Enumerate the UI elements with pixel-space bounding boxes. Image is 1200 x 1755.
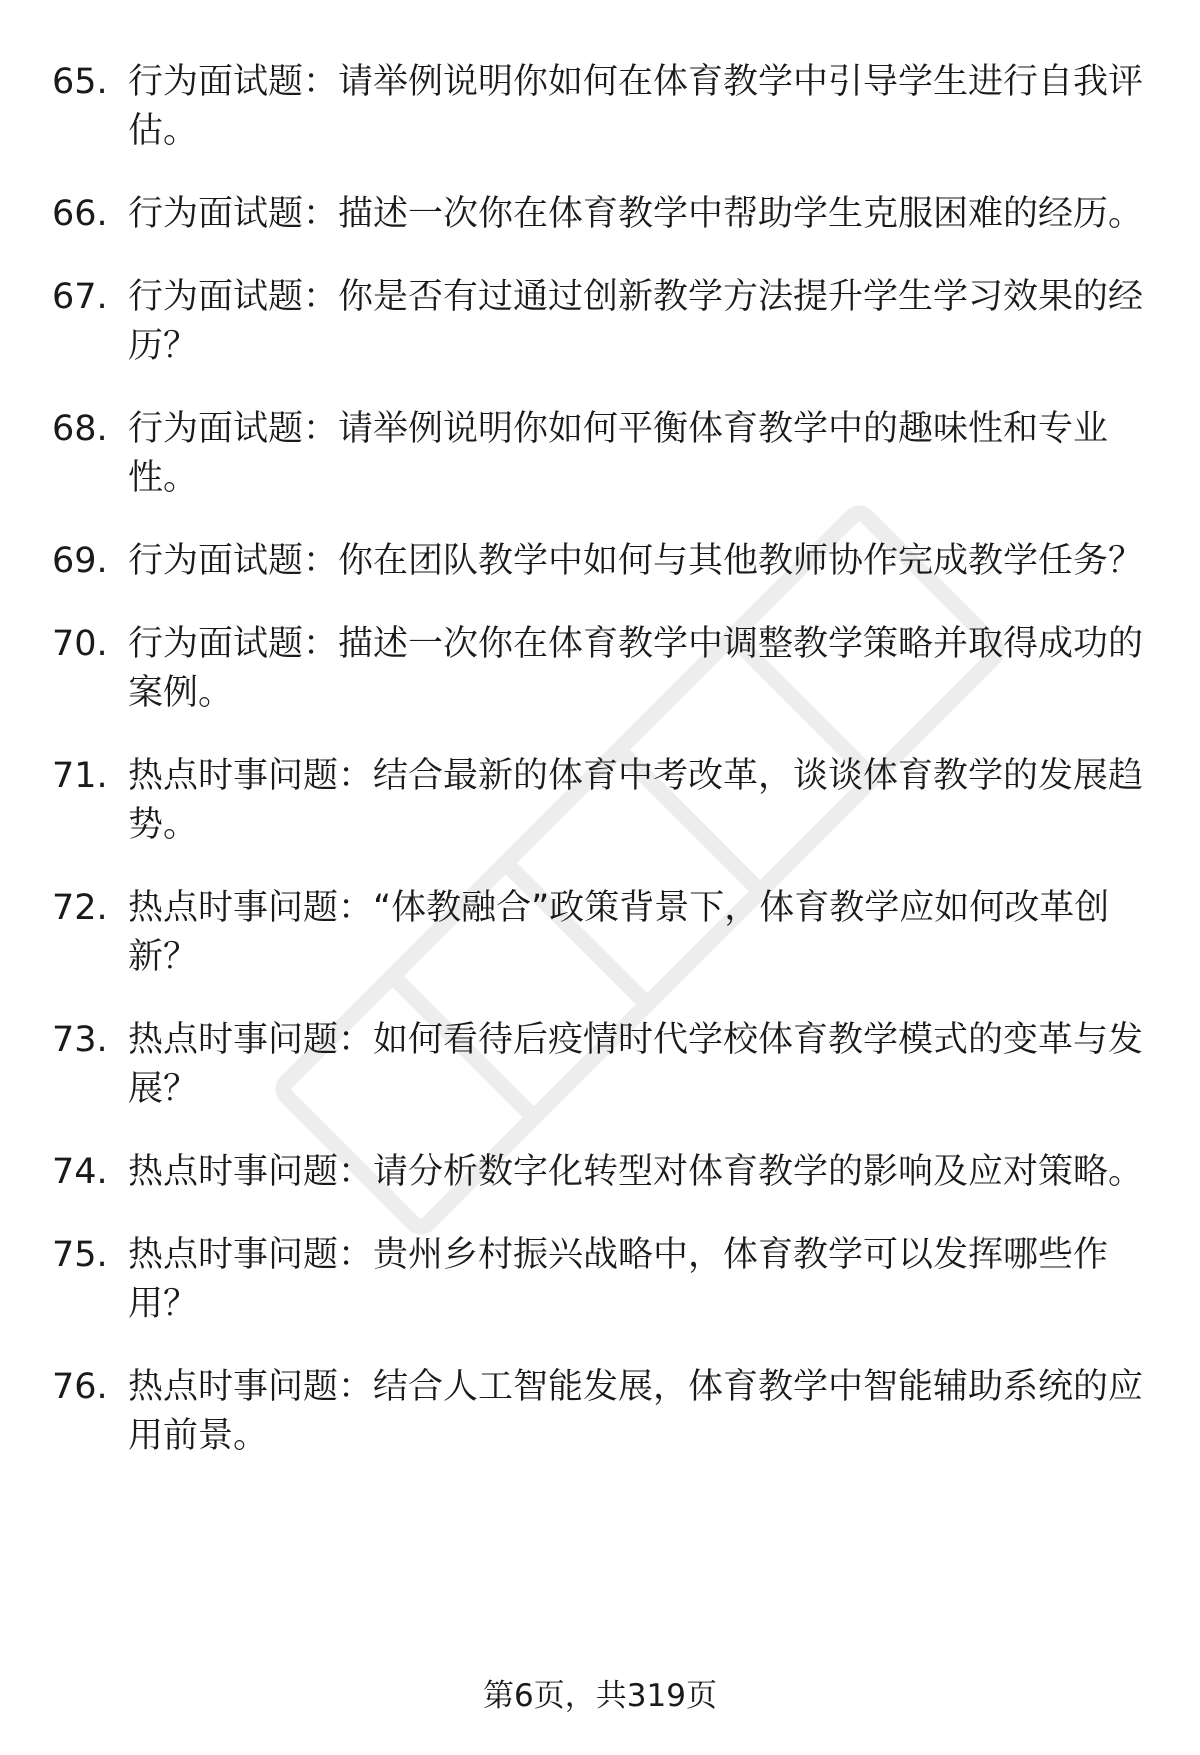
question-text: 行为面试题：你是否有过通过创新教学方法提升学生学习效果的经历？ <box>128 277 1144 366</box>
list-item <box>52 537 1152 586</box>
page-footer: 第6页，共319页 <box>483 1678 717 1714</box>
list-item <box>52 884 1152 982</box>
question-text: 行为面试题：描述一次你在体育教学中调整教学策略并取得成功的案例。 <box>128 624 1144 713</box>
question-number: 67. <box>52 277 108 317</box>
list-item <box>52 752 1152 850</box>
question-number: 75. <box>52 1235 108 1275</box>
list-item <box>52 1148 1152 1197</box>
question-list <box>52 58 1152 1495</box>
list-item <box>52 405 1152 503</box>
question-text: 热点时事问题：贵州乡村振兴战略中，体育教学可以发挥哪些作用？ <box>128 1235 1109 1324</box>
question-number: 73. <box>52 1020 108 1060</box>
list-item <box>52 1231 1152 1329</box>
list-item <box>52 273 1152 371</box>
list-item <box>52 1363 1152 1461</box>
question-text: 行为面试题：你在团队教学中如何与其他教师协作完成教学任务？ <box>128 541 1144 581</box>
question-text: 热点时事问题：请分析数字化转型对体育教学的影响及应对策略。 <box>128 1152 1144 1192</box>
question-text: 行为面试题：描述一次你在体育教学中帮助学生克服困难的经历。 <box>128 194 1144 234</box>
question-text: 行为面试题：请举例说明你如何平衡体育教学中的趣味性和专业性。 <box>128 409 1109 498</box>
list-item <box>52 190 1152 239</box>
question-number: 68. <box>52 409 108 449</box>
question-number: 66. <box>52 194 108 234</box>
list-item <box>52 620 1152 718</box>
list-item <box>52 58 1152 156</box>
question-text: 热点时事问题：“体教融合”政策背景下，体育教学应如何改革创新？ <box>128 888 1110 977</box>
question-number: 74. <box>52 1152 108 1192</box>
question-number: 72. <box>52 888 108 928</box>
question-number: 70. <box>52 624 108 664</box>
question-number: 71. <box>52 756 108 796</box>
question-number: 69. <box>52 541 108 581</box>
question-number: 76. <box>52 1367 108 1407</box>
question-text: 热点时事问题：结合人工智能发展，体育教学中智能辅助系统的应用前景。 <box>128 1367 1144 1456</box>
question-number: 65. <box>52 62 108 102</box>
question-text: 热点时事问题：如何看待后疫情时代学校体育教学模式的变革与发展？ <box>128 1020 1144 1109</box>
list-item <box>52 1016 1152 1114</box>
question-text: 行为面试题：请举例说明你如何在体育教学中引导学生进行自我评估。 <box>128 62 1144 151</box>
question-text: 热点时事问题：结合最新的体育中考改革，谈谈体育教学的发展趋势。 <box>128 756 1144 845</box>
